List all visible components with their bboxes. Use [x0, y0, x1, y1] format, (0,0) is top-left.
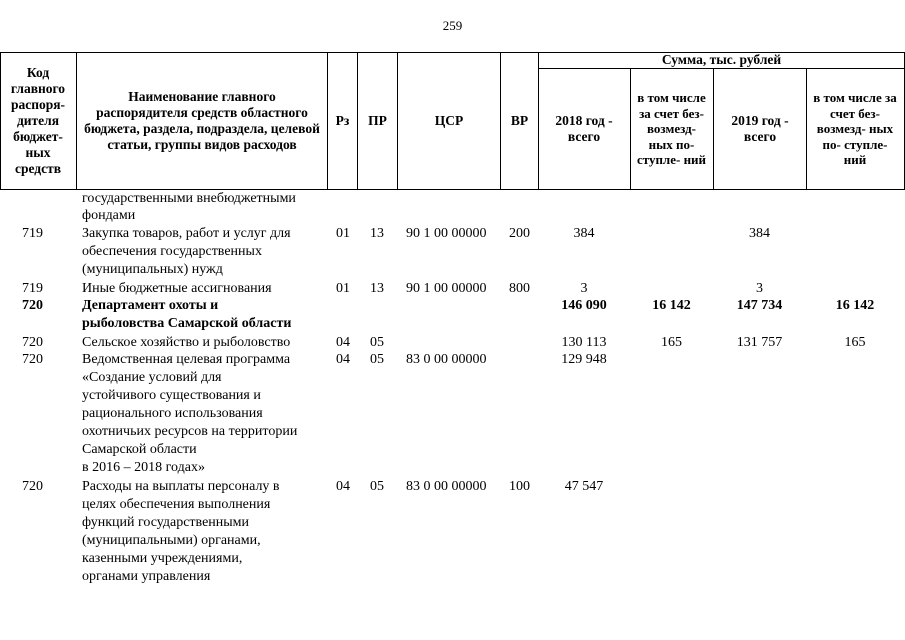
cell-2019: 3	[756, 281, 763, 296]
cell-vr: 200	[509, 226, 530, 241]
cell-2018: 384	[573, 226, 595, 241]
cell-2019-free: 16 142	[835, 298, 875, 313]
cell-code: 719	[22, 281, 43, 296]
table-header	[0, 52, 905, 190]
cell-name: (муниципальных) нужд	[82, 262, 223, 277]
cell-name: рыболовства Самарской области	[82, 316, 292, 331]
header-rz: Рз	[335, 113, 350, 128]
cell-code: 720	[22, 479, 43, 494]
header-2018-free: в том числе за счет без- возмезд- ных по- ступле- ний	[636, 90, 707, 168]
cell-name: Ведомственная целевая программа	[82, 352, 291, 367]
cell-vr: 100	[509, 479, 530, 494]
cell-2018: 47 547	[564, 479, 604, 494]
cell-name: целях обеспечения выполнения	[82, 497, 271, 512]
cell-rz: 01	[336, 226, 350, 241]
cell-pr: 13	[370, 281, 384, 296]
cell-pr: 05	[370, 335, 384, 350]
cell-2018-free: 16 142	[652, 298, 691, 313]
cell-name: Самарской области	[82, 442, 197, 457]
cell-2019: 384	[749, 226, 770, 241]
cell-pr: 05	[370, 479, 384, 494]
cell-rz: 04	[336, 352, 350, 367]
cell-code: 720	[22, 335, 43, 350]
cell-pr: 13	[370, 226, 384, 241]
cell-2018: 129 948	[561, 352, 607, 367]
header-2019-free: в том числе за счет без- возмезд- ных по- ступле- ний	[813, 90, 897, 168]
header-2019-total: 2019 год - всего	[731, 113, 789, 144]
continuation-line: государственными внебюджетными	[82, 191, 296, 206]
cell-2018-free: 165	[661, 335, 682, 350]
header-2018-total: 2018 год - всего	[555, 113, 613, 144]
cell-name: устойчивого существования и	[82, 388, 261, 403]
cell-name: Закупка товаров, работ и услуг для	[82, 226, 291, 241]
cell-name: казенными учреждениями,	[82, 551, 243, 566]
cell-csr: 83 0 00 00000	[406, 352, 487, 367]
cell-csr: 90 1 00 00000	[406, 281, 487, 296]
cell-name: в 2016 – 2018 годах»	[82, 460, 205, 475]
cell-csr: 90 1 00 00000	[406, 226, 487, 241]
cell-rz: 01	[336, 281, 350, 296]
cell-name: Сельское хозяйство и рыболовство	[82, 335, 291, 350]
cell-name: органами управления	[82, 569, 211, 584]
cell-csr: 83 0 00 00000	[406, 479, 487, 494]
cell-2018: 3	[580, 281, 588, 296]
cell-name: «Создание условий для	[82, 370, 222, 385]
header-vr: ВР	[510, 113, 529, 128]
cell-name: (муниципальными) органами,	[82, 533, 261, 548]
cell-rz: 04	[336, 479, 350, 494]
header-name: Наименование главного распорядителя средств областного бюджета, раздела, подраздела, целевой статьи, группы видов расходов	[84, 89, 320, 152]
cell-2019-free: 165	[844, 335, 866, 350]
cell-name: Расходы на выплаты персоналу в	[82, 479, 280, 494]
cell-name: обеспечения государственных	[82, 244, 262, 259]
cell-name: функций государственными	[82, 515, 250, 530]
cell-vr: 800	[509, 281, 530, 296]
cell-2019: 147 734	[736, 298, 783, 313]
header-csr: ЦСР	[434, 113, 464, 128]
cell-2018: 130 113	[561, 335, 607, 350]
cell-pr: 05	[370, 352, 384, 367]
cell-2018: 146 090	[561, 298, 607, 313]
cell-2019: 131 757	[736, 335, 783, 350]
cell-code: 720	[22, 298, 43, 313]
cell-name: Департамент охоты и	[82, 298, 219, 313]
continuation-line: фондами	[82, 208, 136, 223]
header-pr: ПР	[368, 113, 387, 128]
cell-name: Иные бюджетные ассигнования	[82, 281, 272, 296]
header-sum: Сумма, тыс. рублей	[661, 52, 782, 67]
cell-code: 720	[22, 352, 43, 367]
page-number: 259	[442, 18, 463, 33]
cell-name: охотничьих ресурсов на территории	[82, 424, 298, 439]
header-code: Код главного распоря- дителя бюджет- ных средств	[10, 65, 66, 176]
cell-rz: 04	[336, 335, 350, 350]
cell-code: 719	[22, 226, 43, 241]
cell-name: рационального использования	[82, 406, 263, 421]
